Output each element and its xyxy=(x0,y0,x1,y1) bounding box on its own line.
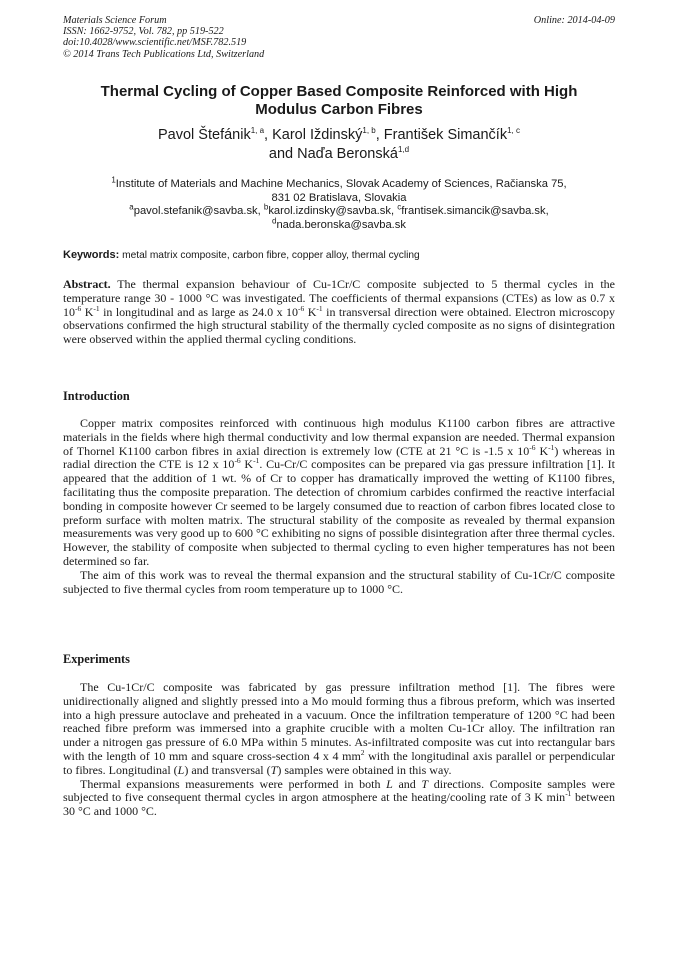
title-line-2: Modulus Carbon Fibres xyxy=(255,101,423,118)
email-marker: b xyxy=(263,202,269,212)
email-link[interactable]: frantisek.simancik@savba.sk, xyxy=(401,205,549,218)
author-name: Naďa Beronská xyxy=(297,146,398,162)
keywords xyxy=(63,249,615,262)
author-affil-sup: 1, c xyxy=(507,126,520,136)
publication-info xyxy=(63,15,264,60)
online-date: Online: 2014-04-09 xyxy=(533,15,615,26)
exponent: -6 xyxy=(75,303,82,313)
exponent: -6 xyxy=(298,303,305,313)
journal-name: Materials Science Forum xyxy=(63,15,167,26)
paragraph-text: K xyxy=(240,457,254,472)
affil-line-1: Institute of Materials and Machine Mechanics, Slovak Academy of Sciences, Račianska 75, xyxy=(115,178,567,190)
paragraph-text: ) and transversal ( xyxy=(184,762,271,777)
affil-line-2: 831 02 Bratislava, Slovakia xyxy=(271,191,407,204)
italic-symbol: T xyxy=(270,762,278,777)
exponent: -1 xyxy=(93,303,100,313)
paragraph-text: . Cu-Cr/C composites can be prepared via gas pressure infiltration [1]. It appeared that the addition of 1 wt. % of Cr to copper has dramatically improved the wetting of K1100 fibres, facilitating thus the composite preparation. The detection of chromium carbides confirmed the reactive interfacial bonding in composite however Cr seemed to be largely consumed due to reaction of carbon fibres located close to preform surface with molten matrix. The structural stability of the composite as revealed by thermal expansion measurements was very good up to 600 °C exhibiting no signs of possible disintegration after three thermal cycles. However, the stability of composite when subjected to thermal cycling to even higher temperatures has not been determined so far. xyxy=(63,457,616,568)
abstract xyxy=(63,278,615,347)
paragraph-text: and xyxy=(392,776,422,791)
keywords-text: metal matrix composite, carbon fibre, copper alloy, thermal cycling xyxy=(119,250,420,261)
paragraph-text: with the longitudinal axis parallel or perpendicular to fibres. Longitudinal ( xyxy=(63,748,615,777)
issn: ISSN: 1662-9752, Vol. 782, pp 519-522 xyxy=(63,26,224,38)
author-separator: , xyxy=(264,127,273,143)
email-marker: c xyxy=(397,202,402,212)
author-affil-sup: 1, b xyxy=(362,126,376,136)
paragraph-text: between 30 °C and 1000 °C. xyxy=(63,790,615,819)
paper-title xyxy=(63,83,615,119)
abstract-text: in longitudinal and as large as 24.0 x 10 xyxy=(99,304,299,319)
email-link[interactable]: pavol.stefanik@savba.sk, xyxy=(133,205,264,218)
section-heading-introduction: Introduction xyxy=(63,389,130,403)
abstract-text: The thermal expansion behaviour of Cu-1Cr/C composite subjected to 5 thermal cycles in the temperature range 30 - 1000 °C was investigated. The coefficients of thermal expansions (CTEs) as low as 0.7 x 10 xyxy=(63,277,615,319)
paragraph-text: Thermal expansions measurements were performed in both xyxy=(80,776,387,791)
keywords-label: Keywords: xyxy=(63,249,120,261)
exponent: -1 xyxy=(316,303,323,313)
author-list xyxy=(63,126,615,164)
email-marker: a xyxy=(129,202,134,212)
experiments-body xyxy=(63,681,615,819)
exponent: -1 xyxy=(565,789,572,799)
email-link[interactable]: nada.beronska@savba.sk xyxy=(276,218,406,231)
abstract-text: K xyxy=(81,304,94,319)
italic-symbol: T xyxy=(421,776,429,791)
author-affil-sup: 1,d xyxy=(397,145,410,155)
paragraph-text: K xyxy=(535,443,549,458)
title-line-1: Thermal Cycling of Copper Based Composite Reinforced with High xyxy=(100,83,578,100)
email-link[interactable]: karol.izdinsky@savba.sk, xyxy=(268,205,398,218)
author-conjunction: and xyxy=(268,146,298,162)
copyright: © 2014 Trans Tech Publications Ltd, Switzerland xyxy=(63,48,265,60)
exponent: -1 xyxy=(253,456,260,466)
introduction-body xyxy=(63,417,615,596)
paragraph-text: The Cu-1Cr/C composite was fabricated by gas pressure infiltration method [1]. The fibres were unidirectionally aligned and slightly pressed into a Mo mould forming thus a fibrous preform, which was inserted into a high pressure autoclave and preheated in a vacuum. Once the infiltration temperature of 1200 °C had been reached fibre preform was immersed into a graphite crucible with a molten Cu-1Cr alloy. The infiltration ran under a nitrogen gas pressure of 6.0 MPa within 5 minutes. As-infiltrated composite was cut into rectangular bars with the length of 10 mm and square cross-section 4 x 4 mm xyxy=(63,680,615,763)
abstract-label: Abstract. xyxy=(63,277,111,291)
exponent: -6 xyxy=(529,442,536,452)
paragraph-text: directions. Composite samples were subjected to five consequent thermal cycles in argon atmosphere at the heating/cooling rate of 3 K min xyxy=(63,776,615,805)
paragraph-text: Copper matrix composites reinforced with continuous high modulus K1100 carbon fibres are attractive materials in the fields where high thermal conductivity and low thermal expansion are needed. Thermal expansion of Thornel K1100 carbon fibres in axial direction is extremely low (CTE at 21 °C is -1.5 x 10 xyxy=(63,416,615,458)
italic-symbol: L xyxy=(386,776,393,791)
affil-number: 1 xyxy=(111,175,116,185)
author-name: František Simančík xyxy=(383,127,508,143)
author-separator: , xyxy=(375,127,384,143)
italic-symbol: L xyxy=(177,762,185,777)
doi: doi:10.4028/www.scientific.net/MSF.782.519 xyxy=(63,37,247,49)
section-heading-experiments: Experiments xyxy=(63,652,130,666)
paragraph-text: ) whereas in radial direction the CTE is 12 x 10 xyxy=(63,443,616,472)
abstract-text: in transversal direction were obtained. Electron microscopy observations confirmed the high structural stability of the thermally cycled composite as no signs of disintegration were observed within the applied thermal cycling conditions. xyxy=(63,304,616,347)
paragraph-text: The aim of this work was to reveal the thermal expansion and the structural stability of Cu-1Cr/C composite subjected to five thermal cycles from room temperature up to 1000 °C. xyxy=(63,567,615,596)
exponent: -1 xyxy=(548,442,555,452)
author-name: Karol Iždinský xyxy=(272,127,363,143)
exponent: -6 xyxy=(234,456,241,466)
paragraph-text: ) samples were obtained in this way. xyxy=(277,762,452,777)
affiliation xyxy=(63,175,615,232)
exponent: 2 xyxy=(360,747,365,757)
abstract-text: K xyxy=(304,304,317,319)
author-name: Pavol Štefánik xyxy=(158,127,251,143)
email-marker: d xyxy=(272,216,277,226)
author-affil-sup: 1, a xyxy=(250,126,265,136)
